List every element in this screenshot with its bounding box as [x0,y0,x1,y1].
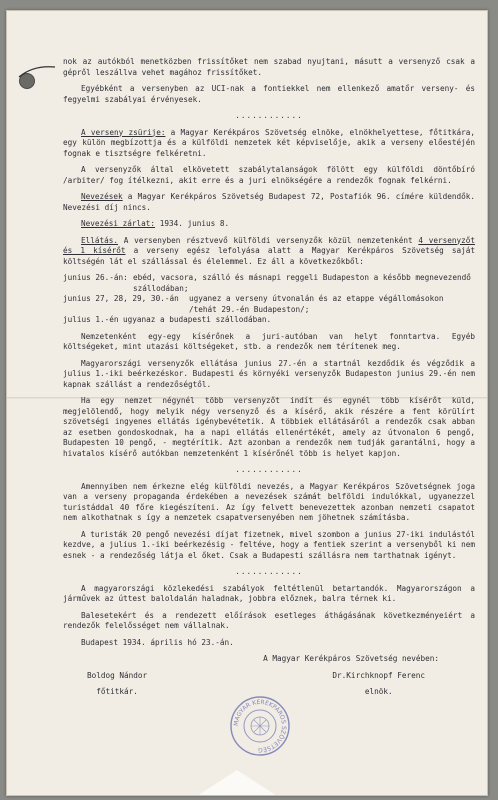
document-page [6,10,488,796]
paragraph-catering: Ellátás. A versenyben résztvevő külföldi versenyzők közül nemzetenként 4 versenyzőt és 1 kísérőt a verseny egész lefolyása alatt a Magyar Kerékpáros Szövetség saját költségén lát el szállással és élelemmel. Ez áll a következőkből: [63,235,475,266]
issuer-line: A Magyar Kerékpáros Szövetség nevében: [263,654,439,663]
paragraph-domestic-entries: Amennyiben nem érkezne elég külföldi nevezés, a Magyar Kerékpáros Szövetségnek joga van a verseny propaganda érdekében a nevezések számát belföldi indulókkal, ugyanezzel turistáddal 40 főre kiegészíteni. Az így felvett benevezettek azonban nemzeti csapatot nem alkothatnak s így a nemzetek csapatversenyében nem jöhetnek számításba. [63,481,475,522]
torn-corner [197,770,277,796]
separator-dots: ............ [235,465,303,474]
paragraph-arbiter: A versenyzők által elkövetett szabálytalanságok fölött egy külföldi döntőbíró /arbiter/ fog ítélkezni, akit erre és a juri elnökségére a rendezők fognak felkérni. [63,165,475,185]
date-line: Budapest 1934. április hó 23.-án. [81,637,234,647]
document-text [63,57,475,698]
signature-left: Boldog Nándor főtitkár. [87,670,148,696]
catering-schedule [63,273,475,326]
schedule-row: junius 26.-án: ebéd, vacsora, szálló és másnapi reggeli Budapeston a később megnevezendő szállodában; [63,273,471,293]
deadline-heading: Nevezési zárlat: [81,219,156,228]
paragraph-entries: Nevezések a Magyar Kerékpáros Szövetség Budapest 72, Postafiók 96. címére küldendők. Nevezési díj nincs. [63,192,475,212]
entries-heading: Nevezések [81,192,123,201]
schedule-row: junius 27, 28, 29, 30.-án ugyanez a verseny útvonalán és az etappe végállomásokon /tehát 29.-én Budapeston/; [63,294,444,314]
pencil-mark [15,61,59,83]
svg-text:MAGYAR KERÉKPÁROS SZÖVETSÉG: MAGYAR KERÉKPÁROS SZÖVETSÉG [232,698,288,754]
separator-dots: ............ [235,567,303,576]
jury-heading: A verseny zsürije: [81,127,166,137]
paragraph-traffic-rules: A magyarországi közlekedési szabályok feltétlenül betartandók. Magyarországon a járművek az úttest baloldalán haladnak, jobbra előznek, balra térnek ki. [63,583,475,603]
paragraph-escorts: Nemzetenként egy-egy kísérőnek a juri-autóban van helyt fonntartva. Egyéb költségeket, mint utazási költségeket, stb. a rendezők nem térítenek meg. [63,331,475,351]
paragraph-liability: Balesetekért és a rendezett előírások esetleges áthágásának következményeiért a rendezők felelősséget nem vállalnak. [63,610,475,630]
official-stamp [229,695,291,757]
signature-right: Dr.Kirchknopf Ferenc elnök. [332,670,425,696]
paragraph-uci-rules: Egyébként a versenyben az UCI-nak a fontiekkel nem ellenkező amatőr verseny- és fegyelmi szabályai érvényesek. [63,84,475,104]
paragraph-refreshments: nok az autókból menetközben frissítőket nem szabad nyujtani, másutt a versenyző csak a gépről leszállva vehet magához frissítőket. [63,57,475,77]
catering-heading: Ellátás. [81,235,119,245]
paragraph-extra-riders: Ha egy nemzet négynél több versenyzőt indít és egynél több kísérőt küld, megjelölendő, hogy melyik négy versenyző és a kísérő, akik részére a fent körülírt szövetségi ingyenes ellátás igénybevétetik. A többiek ellátásáról a rendezők csak abban az esetben gondoskodnak, ha a napi ellátás ellenértékét, amely az útvonalon 6 pengő, Budapesten 10 pengő, - megtérítik. Azt azonban a rendezők nem tudják garantálni, hogy a hivatalos kísérő autókban nemzetenként 1 kísérőnél több is helyet kapjon. [63,396,475,458]
schedule-row: julius 1.-én ugyanaz a budapesti szállodában. [63,315,272,324]
paragraph-entry-deadline: Nevezési zárlat: 1934. junius 8. [81,219,230,228]
paragraph-jury: A verseny zsürije: a Magyar Kerékpáros Szövetség elnöke, elnökhelyettese, főtitkára, egy külön megbízottja és a külföldi nemzetek két képviselője, akik a verseny előestéjén fognak e tisztségre felkéretni. [63,127,475,158]
paragraph-hungarian-riders: Magyarországi versenyzők ellátása junius 27.-én a startnál kezdődik és végződik a julius 1.-iki beérkezéskor. Budapesti és környéki versenyzők Budapeston junius 29.-én nem kapnak szállást a rendezőségtől. [63,358,475,389]
separator-dots: ............ [235,111,303,120]
signatures [63,671,475,698]
paragraph-tourists: A turisták 20 pengő nevezési díjat fizetnek, mivel szombon a junius 27-iki indulástól kezdve, a julius 1.-iki beérkezésig - feltéve, hogy a fentiek szerint a versenyből ki nem esnek - a rendezőség látja el őket. Csak a Budapesti szállásra nem tarthatnak igényt. [63,529,475,560]
